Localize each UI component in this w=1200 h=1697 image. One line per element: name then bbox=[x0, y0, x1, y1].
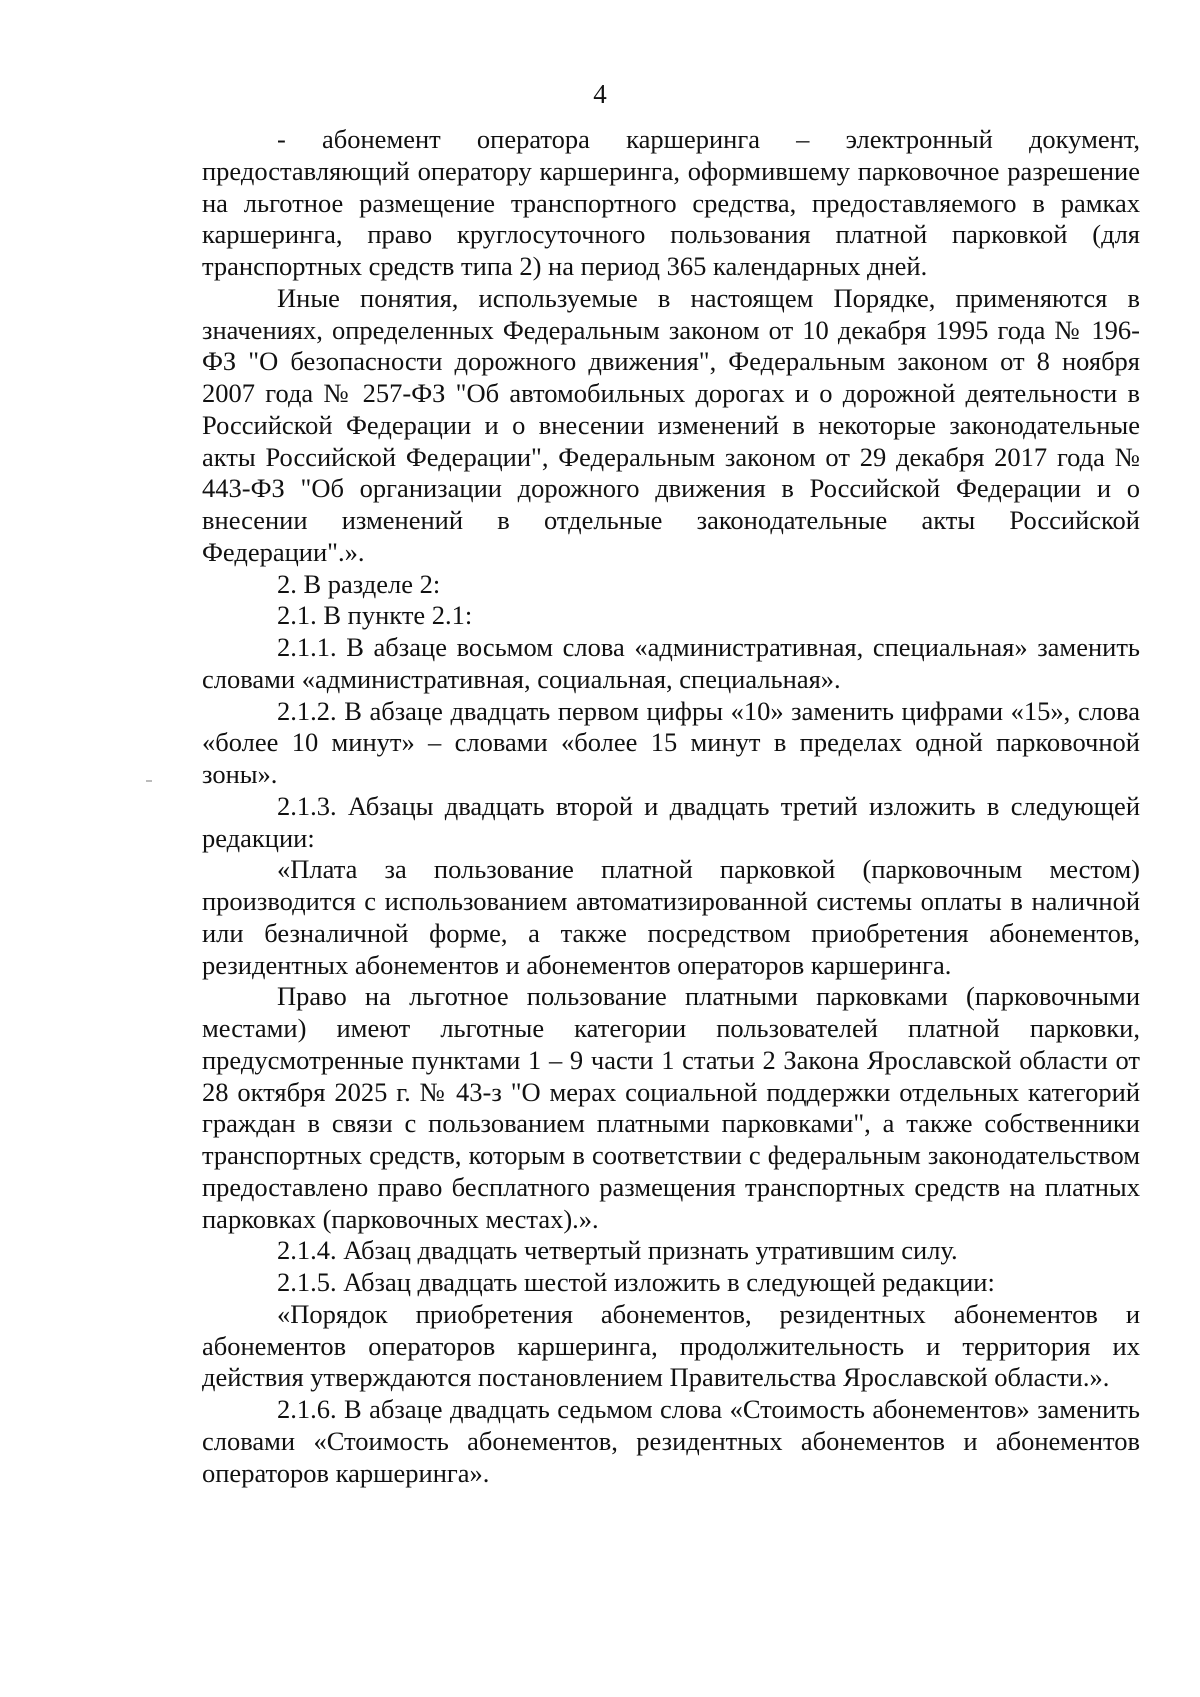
document-body bbox=[202, 124, 1140, 1489]
paragraph-quote-payment: «Плата за пользование платной парковкой (парковочным местом) производится с использованием автоматизированной системы оплаты в наличной или безналичной форме, а также посредством приобретения абонементов, резидентных абонементов и абонементов операторов каршеринга. bbox=[202, 854, 1140, 980]
page-number: 4 bbox=[593, 79, 607, 109]
paragraph-item-2-1-5: 2.1.5. Абзац двадцать шестой изложить в следующей редакции: bbox=[277, 1267, 995, 1297]
paragraph-section-2: 2. В разделе 2: bbox=[277, 568, 441, 599]
paragraph-quote-procedure: «Порядок приобретения абонементов, резидентных абонементов и абонементов операторов каршеринга, продолжительность и территория их действия утверждаются постановлением Правительства Ярославской области.». bbox=[202, 1298, 1140, 1393]
paragraph-quote-privileged-use: Право на льготное пользование платными парковками (парковочными местами) имеют льготные категории пользователей платной парковки, предусмотренные пунктами 1 – 9 части 1 статьи 2 Закона Ярославской области от 28 октября 2025 г. № 43-з "О мерах социальной поддержки отдельных категорий граждан в связи с пользованием платными парковками", а также собственники транспортных средств, которым в соответствии с федеральным законодательством предоставлено право бесплатного размещения транспортных средств на платных парковках (парковочных местах).». bbox=[202, 981, 1140, 1234]
paragraph-item-2-1-3: 2.1.3. Абзацы двадцать второй и двадцать третий изложить в следующей редакции: bbox=[202, 790, 1140, 853]
paragraph-other-terms: Иные понятия, используемые в настоящем Порядке, применяются в значениях, определенных Федеральным законом от 10 декабря 1995 года № 196-ФЗ "О безопасности дорожного движения", Федеральным законом от 8 ноября 2007 года № 257-ФЗ "Об автомобильных дорогах и о дорожной деятельности в Российской Федерации и о внесении изменений в некоторые законодательные акты Российской Федерации", Федеральным законом от 29 декабря 2017 года № 443-ФЗ "Об организации дорожного движения в Российской Федерации и о внесении изменений в отдельные законодательные акты Российской Федерации".». bbox=[202, 282, 1140, 567]
scan-margin-mark bbox=[146, 780, 152, 782]
paragraph-item-2-1-6: 2.1.6. В абзаце двадцать седьмом слова «Стоимость абонементов» заменить словами «Стоимость абонементов, резидентных абонементов и абонементов операторов каршеринга». bbox=[202, 1394, 1140, 1488]
paragraph-item-2-1-2: 2.1.2. В абзаце двадцать первом цифры «10» заменить цифрами «15», слова «более 10 минут» – словами «более 15 минут в пределах одной парковочной зоны». bbox=[202, 695, 1140, 789]
paragraph-item-2-1-4: 2.1.4. Абзац двадцать четвертый признать утратившим силу. bbox=[277, 1235, 958, 1266]
paragraph-item-2-1: 2.1. В пункте 2.1: bbox=[277, 600, 473, 631]
paragraph-item-2-1-1: 2.1.1. В абзаце восьмом слова «административная, специальная» заменить словами «административная, социальная, специальная». bbox=[202, 632, 1140, 694]
paragraph-definition-subscription: - абонемент оператора каршеринга – электронный документ, предоставляющий оператору каршеринга, оформившему парковочное разрешение на льготное размещение транспортного средства, предоставляемого в рамках каршеринга, право круглосуточного пользования платной парковкой (для транспортных средств типа 2) на период 365 календарных дней. bbox=[202, 124, 1140, 281]
